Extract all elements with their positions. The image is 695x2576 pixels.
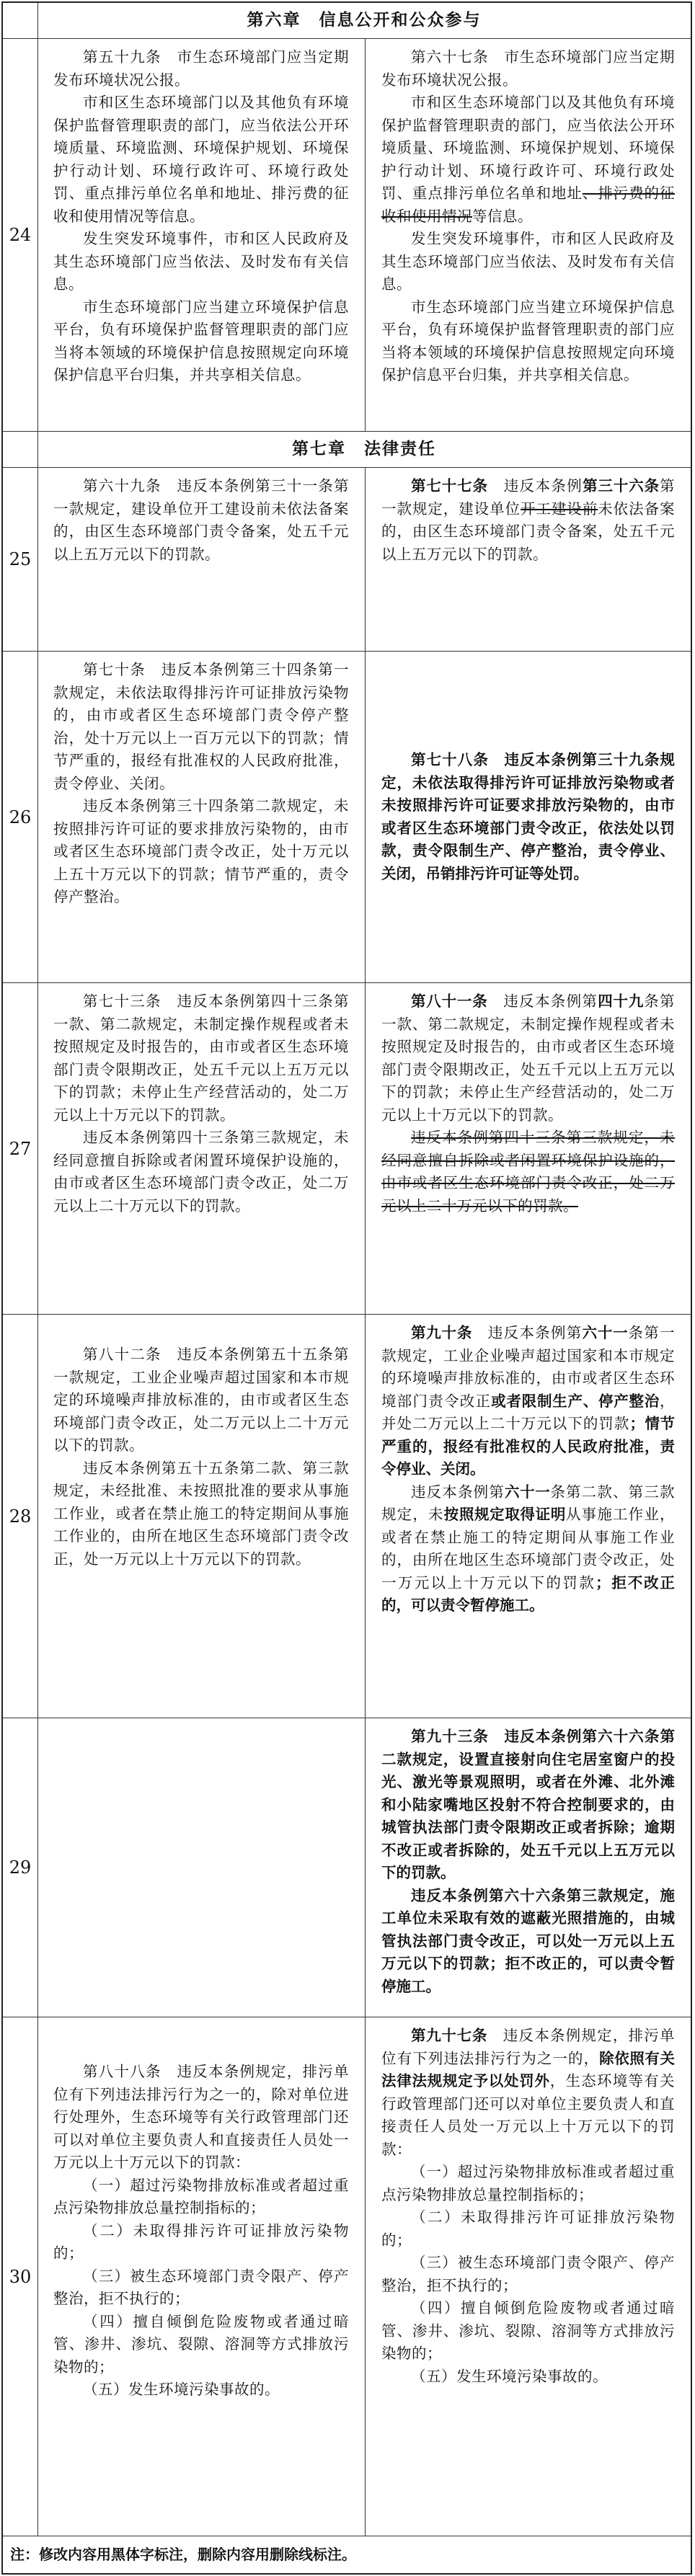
- paragraph: 违反本条例第六十六条第三款规定，施工单位未采取有效的遮蔽光照措施的，由城管执法部门责令改正，可以处一万元以上五万元以下的罚款；拒不改正的，可以责令暂停施工。: [381, 1886, 675, 1995]
- paragraph: 违反本条例第五十五条第二款、第三款规定，未经批准、未按照批准的要求从事施工作业，或者在禁止施工的特定期间从事施工作业的，由所在地区生态环境部门责令改正，处一万元以上十万元以下的罚款。: [53, 1459, 349, 1568]
- row-number: 28: [3, 1315, 38, 1718]
- revised-text-cell: [366, 39, 691, 431]
- table-row-24: [3, 39, 691, 432]
- paragraph: 发生突发环境事件，市和区人民政府及其生态环境部门应当依法、及时发布有关信息。: [381, 230, 675, 293]
- table-row-27: [3, 983, 691, 1315]
- list-item: （二）未取得排污许可证排放污染物的；: [53, 2221, 349, 2262]
- paragraph: 市和区生态环境部门以及其他负有环境保护监督管理职责的部门，应当依法公开环境质量、环境监测、环境保护规划、环境保护行动计划、环境行政许可、环境行政处罚、重点排污单位名单和地址、排污费的征收和使用情况等信息。: [381, 94, 676, 225]
- footnote: 注：修改内容用黑体字标注，删除内容用删除线标注。: [10, 2546, 356, 2563]
- revised-text-cell: [366, 983, 691, 1314]
- table-row-25: [3, 468, 691, 652]
- paragraph: 第七十三条 违反本条例第四十三条第一款、第二款规定，未制定操作规程或者未按照规定及时报告的，由市或者区生态环境部门责令限期改正，处五千元以上五万元以下的罚款；未停止生产经营活动的，处二万元以上十万元以下的罚款。: [53, 992, 349, 1124]
- paragraph: 市生态环境部门应当建立环境保护信息平台，负有环境保护监督管理职责的部门应当将本领域的环境保护信息按照规定向环境保护信息平台归集，并共享相关信息。: [53, 298, 349, 383]
- list-item: （四）擅自倾倒危险废物或者通过暗管、渗井、渗坑、裂隙、溶洞等方式排放污染物的；: [53, 2312, 349, 2376]
- table-row-30: [3, 2017, 691, 2536]
- chapter-header-7: [3, 432, 691, 468]
- original-text-cell: [37, 652, 366, 982]
- paragraph: 第八十二条 违反本条例第五十五条第一款规定，工业企业噪声超过国家和本市规定的环境噪声排放标准的，由市或者区生态环境部门责令改正，处二万元以上二十万元以下的罚款。: [53, 1346, 349, 1454]
- list-item: （一）超过污染物排放标准或者超过重点污染物排放总量控制指标的；: [381, 2163, 675, 2203]
- original-text-cell: [37, 2017, 366, 2536]
- paragraph: 第九十七条 违反本条例规定，排污单位有下列违法排污行为之一的，除依照有关法律法规规定予以处罚外，生态环境等有关行政管理部门还可以对单位主要负责人和直接责任人员处一万元以上十万元以下的罚款：: [381, 2027, 676, 2158]
- revised-text-cell: [366, 2017, 691, 2536]
- list-item: （三）被生态环境部门责令限产、停产整治，拒不执行的；: [53, 2267, 349, 2307]
- row-number: 29: [3, 1718, 38, 2017]
- paragraph: 市生态环境部门应当建立环境保护信息平台，负有环境保护监督管理职责的部门应当将本领域的环境保护信息按照规定向环境保护信息平台归集，并共享相关信息。: [381, 298, 675, 383]
- original-text-cell: [37, 983, 366, 1314]
- paragraph: 发生突发环境事件，市和区人民政府及其生态环境部门应当依法、及时发布有关信息。: [53, 230, 349, 293]
- paragraph: 第八十一条 违反本条例第四十九条第一款、第二款规定，未制定操作规程或者未按照规定及时报告的，由市或者区生态环境部门责令限期改正，处五千元以上五万元以下的罚款；未停止生产经营活动的，处二万元以上十万元以下的罚款。: [381, 992, 675, 1124]
- original-text-cell: [37, 1718, 366, 2017]
- paragraph: 第七十七条 违反本条例第三十六条第一款规定，建设单位开工建设前未依法备案的，由区生态环境部门责令备案，处五千元以上五万元以下的罚款。: [381, 477, 676, 563]
- deleted-text: 违反本条例第四十三条第三款规定，未经同意擅自拆除或者闲置环境保护设施的，由市或者区生态环境部门责令改正，处二万元以上二十万元以下的罚款。: [381, 1129, 675, 1214]
- list-item: （五）发生环境污染事故的。: [83, 2381, 280, 2398]
- paragraph: 违反本条例第三十四条第二款规定，未按照排污许可证的要求排放污染物的，由市或者区生态环境部门责令改正，处十万元以上五十万元以下的罚款；情节严重的，责令停产整治。: [53, 797, 349, 905]
- row-number: 24: [3, 39, 38, 431]
- chapter-6-title: 第六章 信息公开和公众参与: [247, 11, 482, 30]
- original-text-cell: [37, 468, 366, 651]
- chapter-header-6: [3, 3, 691, 39]
- row-number: 27: [3, 983, 38, 1314]
- table-row-29: [3, 1718, 691, 2017]
- table-row-28: [3, 1315, 691, 1718]
- revised-text-cell: [366, 1315, 691, 1718]
- paragraph: 违反本条例第六十一条第二款、第三款规定，未按照规定取得证明从事施工作业，或者在禁止施工的特定期间从事施工作业的，由所在地区生态环境部门责令改正，处一万元以上十万元以下的罚款；拒不改正的，可以责令暂停施工。: [381, 1483, 676, 1614]
- deleted-text: 开工建设前: [521, 499, 598, 518]
- chapter-7-title: 第七章 法律责任: [292, 440, 436, 458]
- list-item: （三）被生态环境部门责令限产、停产整治，拒不执行的；: [381, 2254, 675, 2294]
- table-row-26: [3, 652, 691, 983]
- paragraph: 第七十条 违反本条例第三十四条第一款规定，未依法取得排污许可证排放污染物的，由市或者区生态环境部门责令停产整治，处十万元以上一百万元以下的罚款；情节严重的，报经有批准权的人民政府批准，责令停业、关闭。: [53, 661, 349, 792]
- original-text-cell: [37, 39, 366, 431]
- row-number: 30: [3, 2017, 38, 2536]
- paragraph: 第七十八条 违反本条例第三十九条规定，未依法取得排污许可证排放污染物或者未按照排污许可证要求排放污染物的，由市或者区生态环境部门责令改正，依法处以罚款，责令限制生产、停产整治，责令停业、关闭，吊销排污许可证等处罚。: [381, 751, 675, 882]
- revised-text-cell: [366, 1718, 691, 2017]
- original-text-cell: [37, 1315, 366, 1718]
- paragraph: 第六十七条 市生态环境部门应当定期发布环境状况公报。: [381, 48, 675, 89]
- paragraph: 市和区生态环境部门以及其他负有环境保护监督管理职责的部门，应当依法公开环境质量、环境监测、环境保护规划、环境保护行动计划、环境行政许可、环境行政处罚、重点排污单位名单和地址、排污费的征收和使用情况等信息。: [53, 94, 349, 225]
- list-item: （四）擅自倾倒危险废物或者通过暗管、渗井、渗坑、裂隙、溶洞等方式排放污染物的；: [381, 2299, 675, 2362]
- paragraph: 第九十三条 违反本条例第六十六条第二款规定，设置直接射向住宅居室窗户的投光、激光等景观照明，或者在外滩、北外滩和小陆家嘴地区投射不符合控制要求的，由城管执法部门责令限期改正或者拆除；逾期不改正或者拆除的，处五千元以上五万元以下的罚款。: [381, 1728, 675, 1881]
- comparison-table: [1, 1, 692, 2575]
- deleted-text: 、排污费的征收和使用情况: [381, 185, 676, 225]
- paragraph: 第六十九条 违反本条例第三十一条第一款规定，建设单位开工建设前未依法备案的，由区生态环境部门责令备案，处五千元以上五万元以下的罚款。: [53, 477, 349, 563]
- row-number: 26: [3, 652, 38, 982]
- paragraph: 第九十条 违反本条例第六十一条第一款规定，工业企业噪声超过国家和本市规定的环境噪声排放标准的，由市或者区生态环境部门责令改正或者限制生产、停产整治，并处二万元以上二十万元以下的罚款；情节严重的，报经有批准权的人民政府批准，责令停业、关闭。: [381, 1324, 676, 1478]
- list-item: （一）超过污染物排放标准或者超过重点污染物排放总量控制指标的；: [53, 2176, 349, 2216]
- paragraph: 第八十八条 违反本条例规定，排污单位有下列违法排污行为之一的，除对单位进行处理外，生态环境等有关行政管理部门还可以对单位主要负责人和直接责任人员处一万元以上十万元以下的罚款：: [53, 2063, 349, 2171]
- paragraph: 第五十九条 市生态环境部门应当定期发布环境状况公报。: [53, 48, 349, 89]
- paragraph: 违反本条例第四十三条第三款规定，未经同意擅自拆除或者闲置环境保护设施的，由市或者区生态环境部门责令改正，处二万元以上二十万元以下的罚款。: [53, 1129, 349, 1214]
- list-item: （二）未取得排污许可证排放污染物的；: [381, 2208, 675, 2249]
- row-number: 25: [3, 468, 38, 651]
- revised-text-cell: [366, 468, 691, 651]
- revised-text-cell: [366, 652, 691, 982]
- list-item: （五）发生环境污染事故的。: [411, 2367, 608, 2385]
